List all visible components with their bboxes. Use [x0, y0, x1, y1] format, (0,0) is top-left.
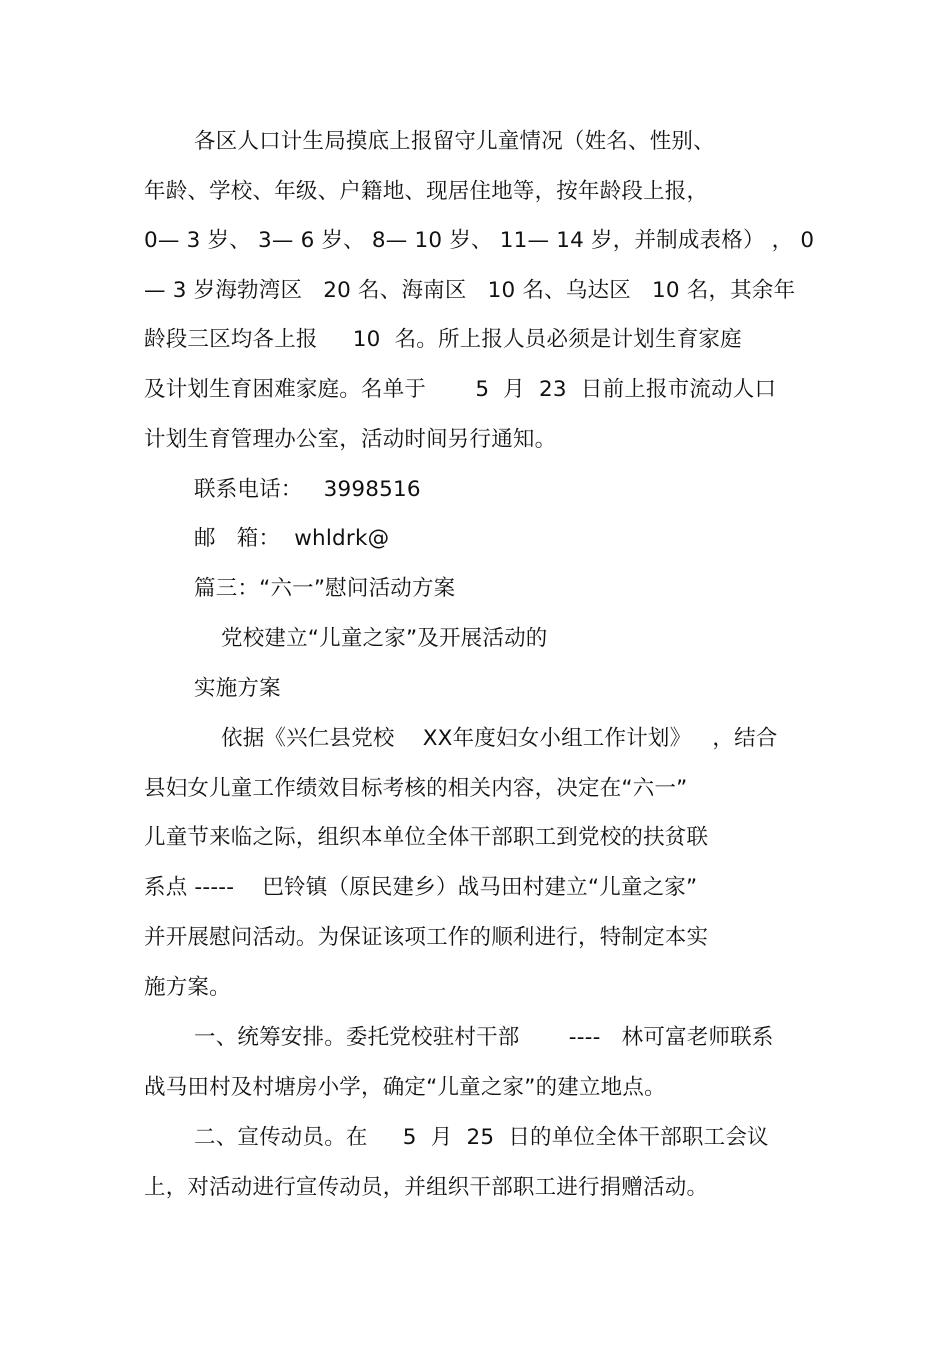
text-line: 龄段三区均各上报 10 名。所上报人员必须是计划生育家庭: [144, 327, 742, 352]
text-line: 上，对活动进行宣传动员，并组织干部职工进行捐赠活动。: [144, 1175, 709, 1200]
contact-email: 邮 箱： whldrk@: [194, 526, 390, 551]
text-line: 及计划生育困难家庭。名单于 5 月 23 日前上报市流动人口: [144, 377, 777, 402]
text-line: 0— 3 岁、 3— 6 岁、 8— 10 岁、 11— 14 岁，并制成表格） ， 0: [144, 228, 815, 253]
section-heading: 篇三：“六一”慰问活动方案: [194, 576, 456, 601]
text-line: 系点 ----- 巴铃镇（原民建乡）战马田村建立“儿童之家”: [144, 875, 698, 900]
contact-phone: 联系电话： 3998516: [194, 477, 421, 502]
text-line: 儿童节来临之际，组织本单位全体干部职工到党校的扶贫联: [144, 825, 709, 850]
document-subtitle: 实施方案: [194, 676, 281, 701]
text-line: 二、宣传动员。在 5 月 25 日的单位全体干部职工会议: [194, 1125, 769, 1150]
document-title: 党校建立“儿童之家”及开展活动的: [221, 626, 548, 651]
text-line: 施方案。: [144, 975, 231, 1000]
text-line: 县妇女儿童工作绩效目标考核的相关内容，决定在“六一”: [144, 776, 688, 801]
text-line: 战马田村及村塘房小学，确定“儿童之家”的建立地点。: [144, 1075, 666, 1100]
text-line: 年龄、学校、年级、户籍地、现居住地等，按年龄段上报，: [144, 179, 709, 204]
text-line: 一、统筹安排。委托党校驻村干部 ---- 林可富老师联系: [194, 1025, 774, 1050]
text-line: 依据《兴仁县党校 XX年度妇女小组工作计划》 ，结合: [221, 726, 778, 751]
text-line: 计划生育管理办公室，活动时间另行通知。: [144, 427, 557, 452]
text-line: 并开展慰问活动。为保证该项工作的顺利进行，特制定本实: [144, 925, 709, 950]
text-line: 各区人口计生局摸底上报留守儿童情况（姓名、性别、: [194, 129, 715, 154]
text-line: — 3 岁海勃湾区 20 名、海南区 10 名、乌达区 10 名，其余年: [144, 278, 796, 303]
